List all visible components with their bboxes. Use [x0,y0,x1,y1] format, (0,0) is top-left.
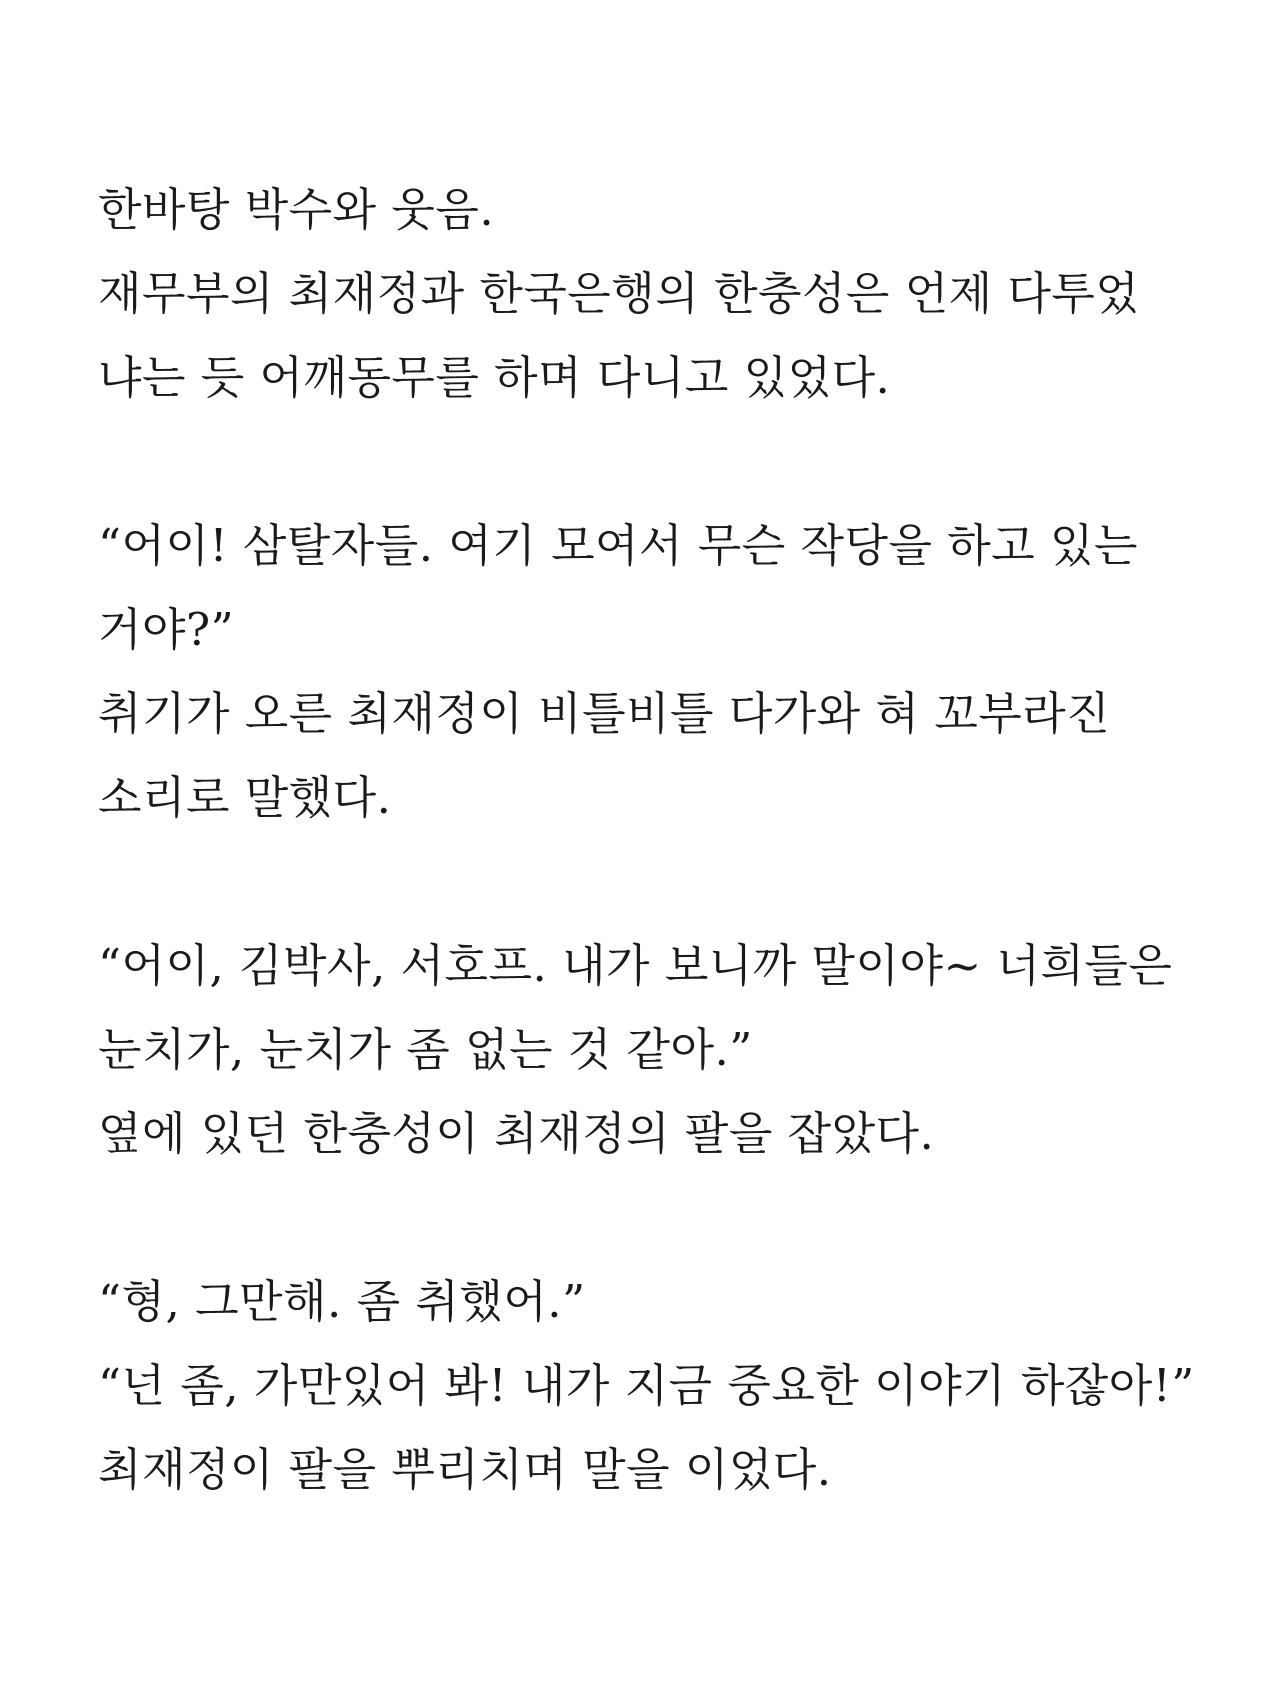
text-line: 눈치가, 눈치가 좀 없는 것 같아.” [98,1023,753,1076]
text-line: 취기가 오른 최재정이 비틀비틀 다가와 혀 꼬부라진 [98,687,1111,740]
text-line: 최재정이 팔을 뿌리치며 말을 이었다. [98,1443,832,1496]
text-line: 냐는 듯 어깨동무를 하며 다니고 있었다. [98,351,891,404]
text-line: “넌 좀, 가만있어 봐! 내가 지금 중요한 이야기 하잖아!” [98,1359,1195,1412]
text-line: 재무부의 최재정과 한국은행의 한충성은 언제 다투었 [98,267,1140,320]
paragraph [98,924,1218,1176]
text-line: 한바탕 박수와 웃음. [98,183,495,236]
paragraph-gap [98,840,1218,924]
text-line: “형, 그만해. 좀 취했어.” [98,1275,586,1328]
text-line: 옆에 있던 한충성이 최재정의 팔을 잡았다. [98,1107,935,1160]
paragraph [98,168,1218,420]
paragraph-gap [98,420,1218,504]
paragraph-gap [98,1176,1218,1260]
paragraph [98,504,1218,840]
page-text [98,168,1218,1512]
paragraph [98,1260,1218,1512]
text-line: “어이, 김박사, 서호프. 내가 보니까 말이야~ 너희들은 [98,939,1173,992]
text-line: 소리로 말했다. [98,771,392,824]
text-line: 거야?” [98,603,235,656]
text-line: “어이! 삼탈자들. 여기 모여서 무슨 작당을 하고 있는 [98,519,1138,572]
